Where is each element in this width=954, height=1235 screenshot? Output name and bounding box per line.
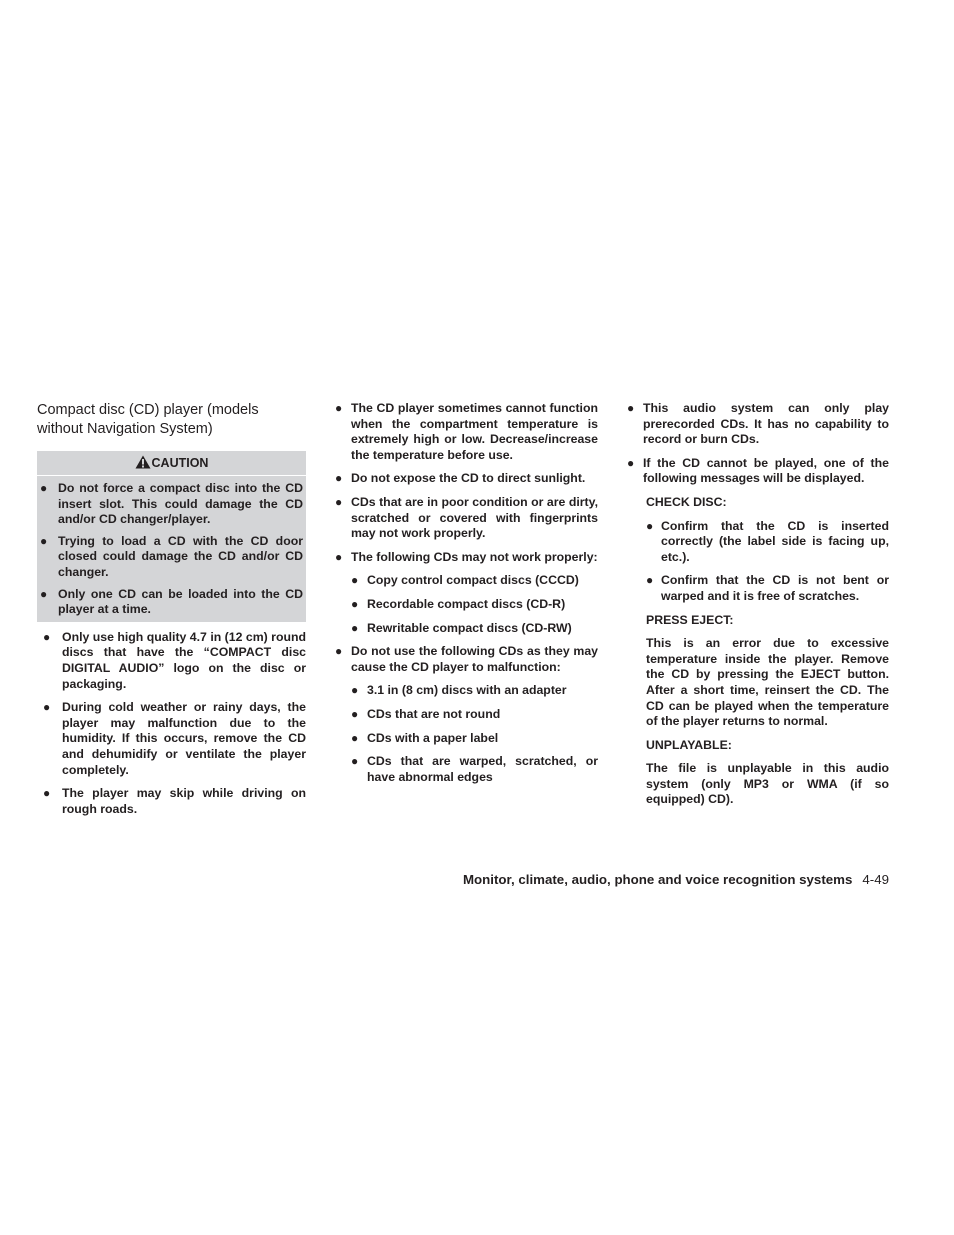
bullet-icon: ●: [627, 401, 635, 415]
caution-box: [37, 451, 306, 622]
bullet-icon: ●: [43, 786, 51, 801]
bullet-icon: ●: [646, 518, 654, 533]
column-1: [37, 401, 306, 825]
col2-list: [335, 401, 598, 785]
page-number: 4-49: [862, 872, 889, 887]
column-3: [627, 401, 889, 816]
col1-list: [37, 630, 306, 818]
bullet-icon: ●: [351, 706, 359, 721]
sub-list-item: ● Confirm that the CD is inserted correctly (the label side is facing up, etc.).: [646, 518, 889, 564]
sub-list: [351, 683, 598, 785]
list-item: ● The following CDs may not work properly: ● Copy control compact discs (CCCD) ● Recordable compact discs (CD-R) ● Rewritable compact discs (CD-RW): [335, 549, 598, 635]
sub-list-item: ● Confirm that the CD is not bent or warped and it is free of scratches.: [646, 573, 889, 603]
sub-list-item: ● CDs with a paper label: [351, 730, 499, 745]
bullet-icon: ●: [335, 644, 343, 659]
bullet-icon: ●: [646, 573, 654, 588]
sub-list-item: ● Rewritable compact discs (CD-RW): [351, 620, 572, 635]
bullet-icon: ●: [351, 683, 359, 698]
bullet-icon: ●: [43, 700, 51, 715]
sub-list: [351, 573, 598, 636]
press-eject-label: PRESS EJECT:: [646, 612, 734, 627]
page-footer: [463, 872, 889, 887]
caution-list: [40, 481, 303, 618]
list-item: ● The player may skip while driving on rough roads.: [43, 786, 306, 816]
column-2: [335, 401, 598, 793]
caution-item: ● Only one CD can be loaded into the CD player at a time.: [40, 586, 303, 617]
bullet-icon: ●: [351, 596, 359, 611]
sub-list-item: ● CDs that are warped, scratched, or have abnormal edges: [351, 754, 598, 784]
list-item: ● Do not expose the CD to direct sunlight.: [335, 471, 586, 486]
caution-label: CAUTION: [151, 456, 209, 470]
sub-list-item: ● Recordable compact discs (CD-R): [351, 596, 566, 611]
sub-list-item: ● 3.1 in (8 cm) discs with an adapter: [351, 683, 567, 698]
chapter-title: Monitor, climate, audio, phone and voice recognition systems: [462, 872, 853, 887]
sub-list-item: ● CDs that are not round: [351, 706, 501, 721]
bullet-icon: ●: [40, 586, 48, 601]
list-item: ● The CD player sometimes cannot function when the compartment temperature is extremely high or low. Decrease/increase the temperature before use.: [335, 401, 598, 462]
press-eject-text: This is an error due to excessive temperature inside the player. Remove the CD by pressing the EJECT button. After a short time, reinsert the CD. The CD can be played when the temperature of the player returns to normal.: [646, 636, 889, 729]
unplayable-label: UNPLAYABLE:: [646, 737, 732, 752]
bullet-icon: ●: [335, 549, 343, 564]
bullet-icon: ●: [335, 471, 343, 486]
caution-item: ● Do not force a compact disc into the CD insert slot. This could damage the CD and/or CD changer/player.: [40, 481, 303, 527]
bullet-icon: ●: [627, 455, 635, 470]
bullet-icon: ●: [351, 754, 359, 769]
list-item: ● This audio system can only play prerecorded CDs. It has no capability to record or burn CDs.: [627, 401, 889, 447]
list-item: ● Only use high quality 4.7 in (12 cm) round discs that have the “COMPACT disc DIGITAL AUDIO” logo on the disc or packaging.: [43, 629, 306, 691]
bullet-icon: ●: [40, 481, 48, 495]
col3-list: [627, 401, 889, 487]
unplayable-text: The file is unplayable in this audio system (only MP3 or WMA (if so equipped) CD).: [646, 761, 889, 807]
bullet-icon: ●: [351, 620, 359, 635]
warning-triangle-icon: [135, 455, 151, 469]
bullet-icon: ●: [335, 494, 343, 509]
bullet-icon: ●: [43, 629, 51, 644]
caution-item: ● Trying to load a CD with the CD door closed could damage the CD and/or CD changer.: [40, 533, 303, 579]
check-disc-list: [646, 519, 889, 605]
list-item: ● During cold weather or rainy days, the player may malfunction due to the humidity. If this occurs, remove the CD and dehumidify or ventilate the player completely.: [43, 700, 306, 777]
list-item: ● Do not use the following CDs as they may cause the CD player to malfunction: ● 3.1 in (8 cm) discs with an adapter ● CDs that are not round ● CDs with a paper label ● CDs that are warped, scratched, or have abnormal edges: [335, 644, 598, 784]
caution-title: [37, 451, 306, 476]
bullet-icon: ●: [40, 533, 48, 548]
bullet-icon: ●: [351, 573, 359, 588]
section-heading: Compact disc (CD) player (models without Navigation System): [37, 402, 259, 437]
list-item: ● CDs that are in poor condition or are dirty, scratched or covered with fingerprints may not work properly.: [335, 494, 598, 541]
bullet-icon: ●: [351, 730, 359, 745]
check-disc-label: CHECK DISC:: [646, 494, 727, 509]
sub-list-item: ● Copy control compact discs (CCCD): [351, 573, 579, 588]
bullet-icon: ●: [335, 401, 343, 415]
list-item: ● If the CD cannot be played, one of the following messages will be displayed.: [627, 455, 889, 486]
